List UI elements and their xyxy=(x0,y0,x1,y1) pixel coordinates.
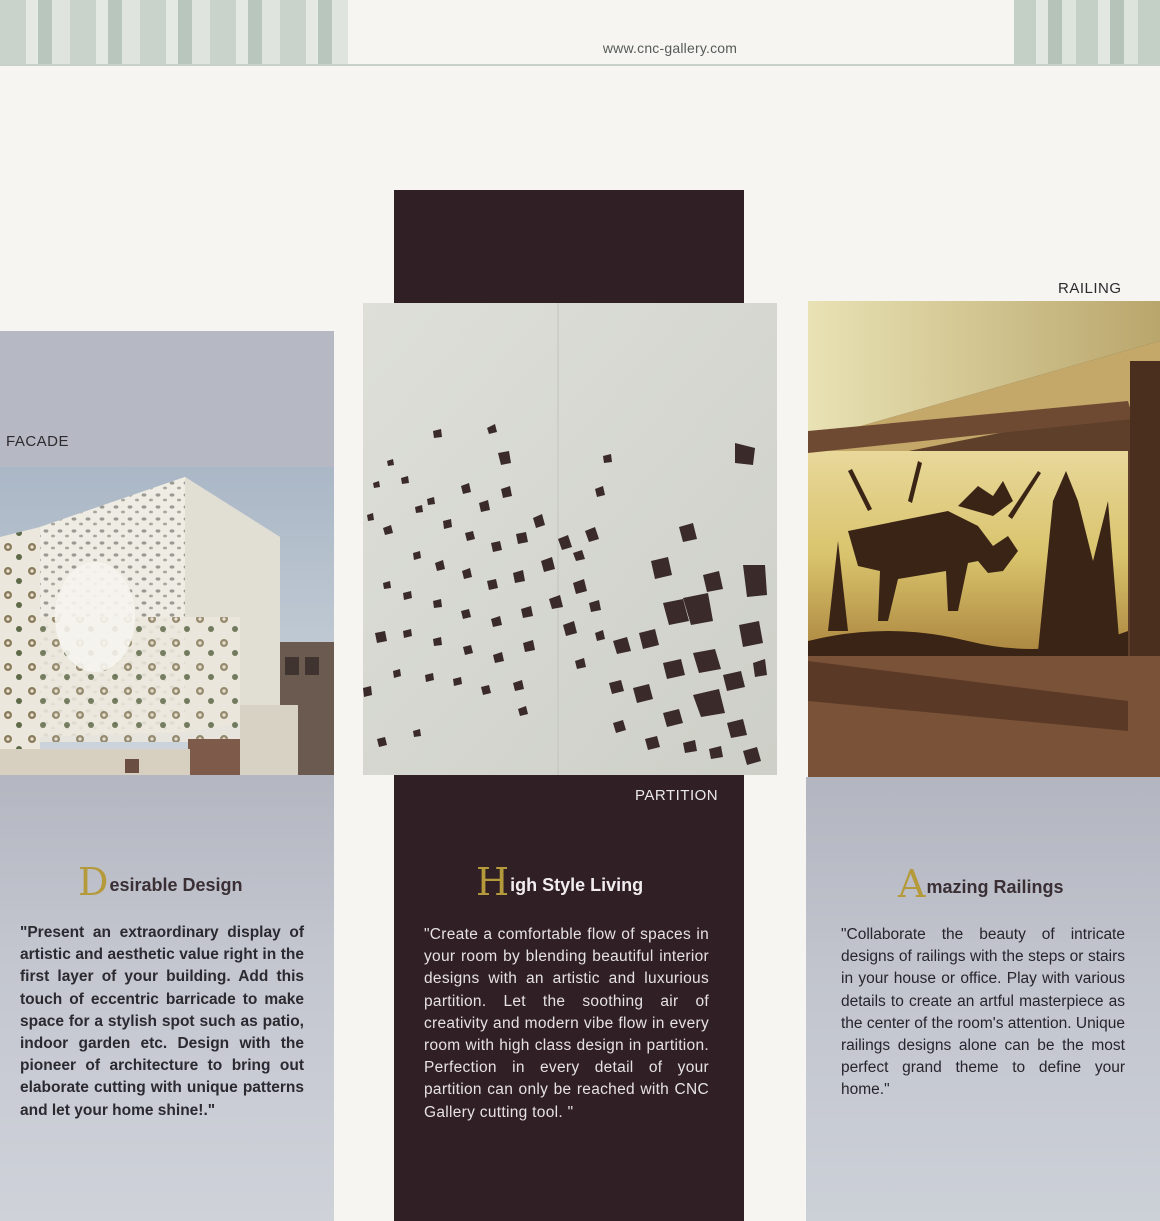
partition-heading xyxy=(476,860,643,904)
partition-photo xyxy=(363,303,777,775)
railing-description: "Collaborate the beauty of intricate designs of railings with the steps or stairs in your house or office. Play with various details to create an artful masterpiece as the center of the room's attention. Unique railings designs alone can be the most perfect grand theme to define your home." xyxy=(841,926,1125,1099)
partition-heading-initial: H xyxy=(476,860,510,904)
railing-heading-rest: mazing Railings xyxy=(926,877,1064,897)
facade-label: FACADE xyxy=(6,433,70,450)
header-divider xyxy=(0,64,1160,66)
site-url[interactable]: www.cnc-gallery.com xyxy=(602,40,738,56)
facade-heading-initial: D xyxy=(78,860,109,904)
header-stripes-right xyxy=(1014,0,1160,64)
facade-photo xyxy=(0,467,334,775)
partition-description: "Create a comfortable flow of spaces in your room by blending beautiful interior designs with an artistic and luxurious partition. Let the soothing air of creativity and modern vibe flow in every room with high class design in partition. Perfection in every detail of your partition can only be reached with CNC Gallery cutting tool. " xyxy=(424,926,709,1121)
partition-label: PARTITION xyxy=(635,787,719,804)
partition-heading-rest: igh Style Living xyxy=(510,875,644,895)
railing-heading xyxy=(898,862,1063,906)
railing-heading-initial: A xyxy=(898,862,926,906)
facade-heading-rest: esirable Design xyxy=(109,875,243,895)
railing-photo xyxy=(808,301,1160,777)
railing-label: RAILING xyxy=(1058,280,1122,297)
facade-description: "Present an extraordinary display of artistic and aesthetic value right in the first layer of your building. Add this touch of eccentric barricade to make space for a stylish spot such as patio, indoor garden etc. Design with the pioneer of architecture to bring out elaborate cutting with unique patterns and let your home shine!." xyxy=(20,924,304,1119)
header-stripes-left xyxy=(0,0,348,64)
facade-heading xyxy=(78,860,243,904)
